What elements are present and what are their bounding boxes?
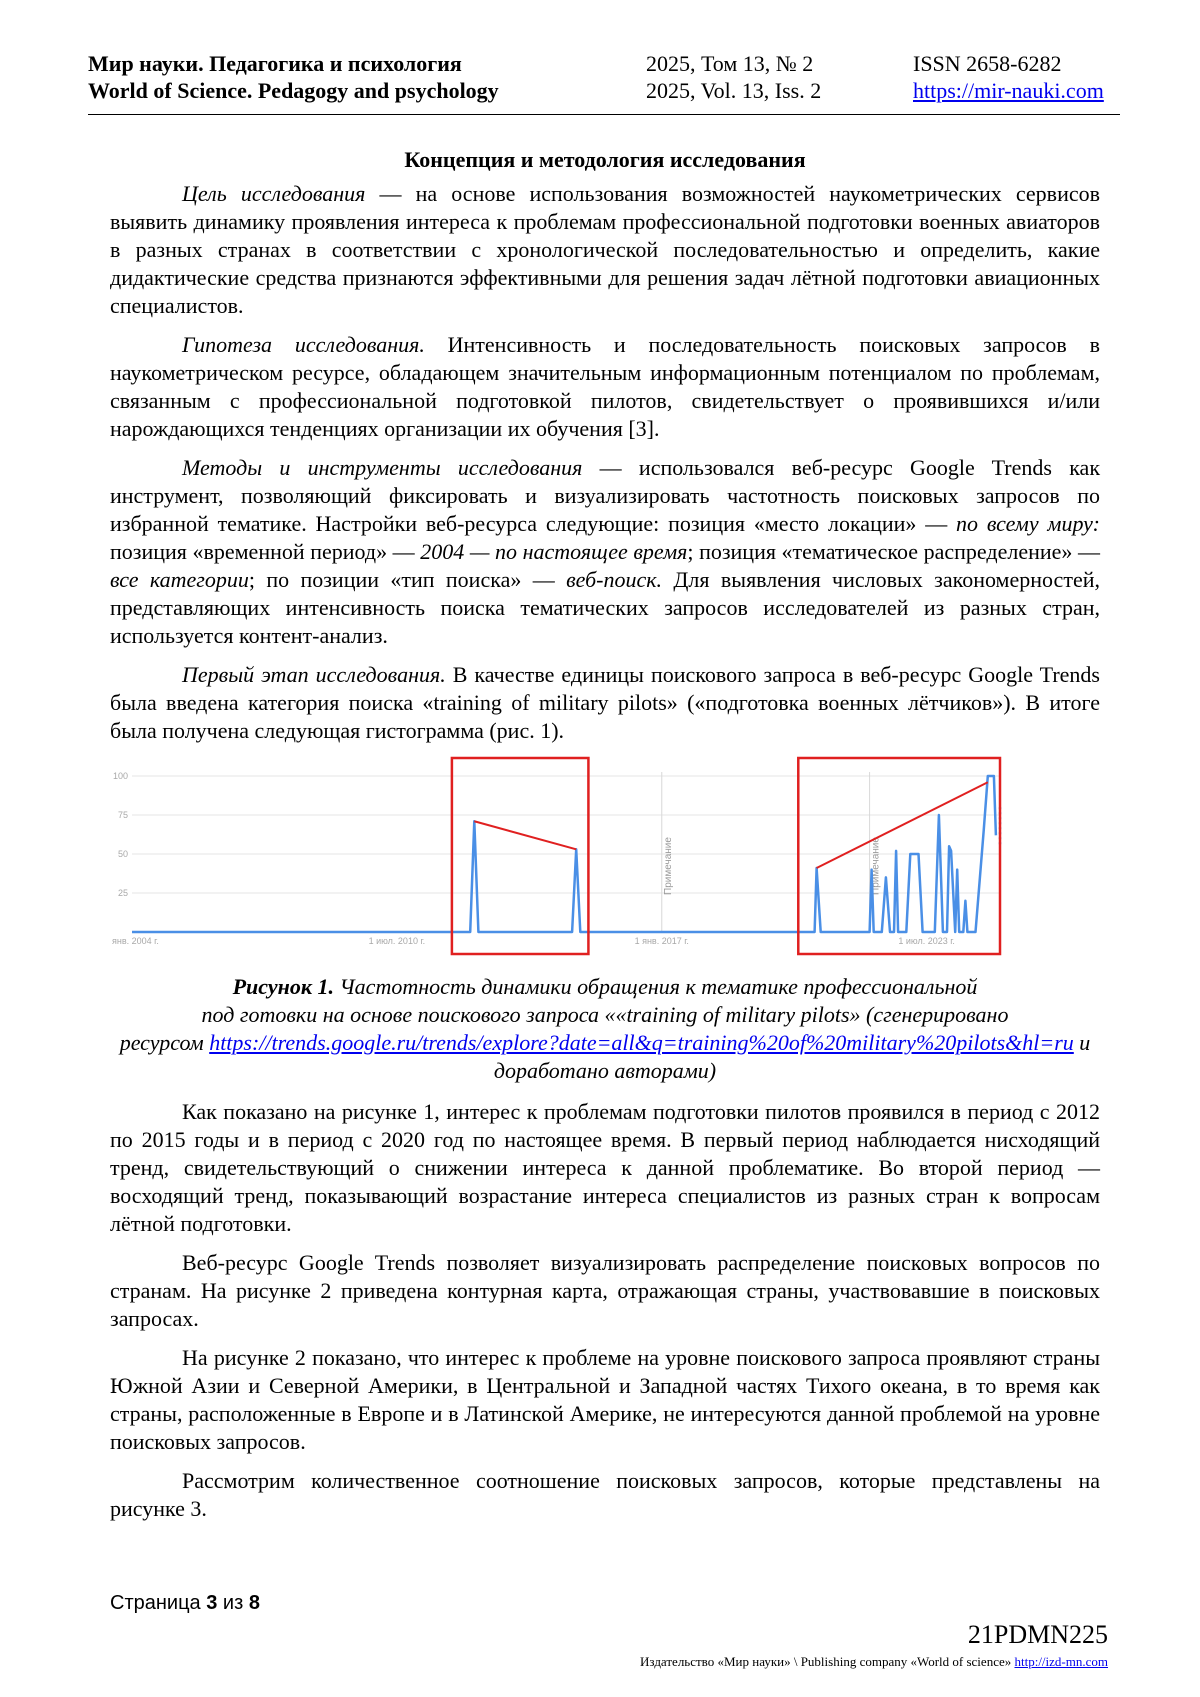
- y-tick-label: 25: [117, 888, 128, 898]
- section-title: Концепция и методология исследования: [404, 147, 806, 172]
- methods-text-e: Для выявления числовых закономерностей, представляющих интенсивность поиска тематических запросов исследователей из разных стран, используется контент-анализ.: [110, 567, 1100, 648]
- paragraph-result-3: На рисунке 2 показано, что интерес к проблеме на уровне поискового запроса проявляют страны Южной Азии и Северной Америки, в Центральной и Западной частях Тихого океана, в то время как страны, расположенные в Европе и в Латинской Америке, не интересуются данной проблемой на уровне поисковых запросов.: [110, 1345, 1100, 1454]
- journal-title-en: World of Science. Pedagogy and psychology: [88, 78, 499, 103]
- methods-text-b: позиция «временной период» —: [110, 539, 421, 564]
- paragraph-hypothesis: [110, 331, 1100, 443]
- paragraph-result-1: Как показано на рисунке 1, интерес к проблемам подготовки пилотов проявился в период с 2012 по 2015 годы и в период с 2020 год по настоящее время. В первый период наблюдается нисходящий тренд, свидетельствующий о снижении интереса к данной проблематике. Во второй период — восходящий тренд, показывающий возрастание интереса специалистов из разных стран к вопросам лётной подготовки.: [110, 1099, 1100, 1236]
- paragraph-result-4: Рассмотрим количественное соотношение поисковых запросов, которые представлены на рисунке 3.: [110, 1468, 1100, 1521]
- methods-text-a: — использовался веб-ресурс Google Trends как инструмент, позволяющий фиксировать и визуализировать частотность поисковых запросов по избранной тематике. Настройки веб-ресурса следующие: позиция «место локации» —: [110, 455, 1101, 536]
- y-tick-label: 100: [112, 771, 128, 781]
- issue-info: [646, 50, 821, 104]
- y-tick-label: 75: [117, 810, 128, 820]
- x-tick-label: 1 июл. 2023 г.: [898, 936, 955, 946]
- trend-line: [817, 782, 988, 868]
- x-tick-label: 1 июл. 2010 г.: [368, 936, 426, 946]
- page-total: 8: [248, 1592, 260, 1614]
- journal-link[interactable]: https://mir-nauki.com: [913, 78, 1104, 103]
- methods-text-c: ; позиция «тематическое распределение» —: [687, 539, 1100, 564]
- article-body: [110, 146, 1100, 1534]
- caption-label: Рисунок 1.: [232, 974, 335, 999]
- paragraph-methods: [110, 454, 1100, 650]
- goal-label: Цель исследования: [182, 181, 366, 206]
- page-current: 3: [206, 1592, 218, 1614]
- journal-title: [88, 50, 499, 104]
- article-code: 21PDMN225: [967, 1620, 1108, 1649]
- annotation-label: Примечание: [662, 837, 674, 895]
- trends-chart: [110, 756, 1100, 961]
- hypothesis-label: Гипотеза исследования.: [182, 332, 425, 357]
- journal-header: [88, 50, 1120, 115]
- stage1-label: Первый этап исследования.: [182, 662, 446, 687]
- stage1-text: В качестве единицы поискового запроса в веб-ресурс Google Trends была введена категория поиска «training of military pilots» («подготовка военных лётчиков»). В итоге была получена следующая гистограмма (рис. 1).: [110, 662, 1100, 743]
- publisher-link[interactable]: http://izd-mn.com: [1014, 1654, 1108, 1669]
- paragraph-stage1: [110, 661, 1100, 745]
- annotation-label: Примечание: [870, 837, 882, 895]
- publisher-text: Издательство «Мир науки» \ Publishing company «World of science»: [640, 1654, 1015, 1669]
- caption-text-2: под готовки на основе поискового запроса ««training of military pilots» (сгенерировано: [201, 1002, 1009, 1027]
- issue-ru: 2025, Том 13, № 2: [646, 51, 814, 76]
- journal-title-ru: Мир науки. Педагогика и психология: [88, 51, 462, 76]
- trend-line: [474, 821, 576, 849]
- methods-em-search: веб-поиск.: [566, 567, 663, 592]
- issn: ISSN 2658-6282: [913, 51, 1062, 76]
- goal-text: — на основе использования возможностей наукометрических сервисов выявить динамику проявления интереса к проблемам профессиональной подготовки военных авиаторов в разных странах в соответствии с хронологической последовательностью и определить, какие дидактические средства признаются эффективными для решения задач лётной подготовки авиационных специалистов.: [110, 181, 1100, 318]
- issue-en: 2025, Vol. 13, Iss. 2: [646, 78, 822, 103]
- page-number: [110, 1592, 260, 1615]
- page-word: Страница: [110, 1592, 201, 1614]
- methods-em-period: 2004 — по настоящее время: [420, 539, 688, 564]
- issn-block: [913, 50, 1104, 104]
- x-tick-label: 1 янв. 2017 г.: [634, 936, 689, 946]
- methods-em-categories: все категории: [110, 567, 249, 592]
- methods-em-location: по всему миру:: [956, 511, 1100, 536]
- figure-1: [110, 756, 1100, 961]
- hypothesis-text: Интенсивность и последовательность поисковых запросов в наукометрическом ресурсе, обладающем значительным информационным потенциалом по проблемам, связанным с профессиональной подготовкой пилотов, свидетельствует о проявившихся и/или нарождающихся тенденциях организации их обучения [3].: [110, 332, 1100, 441]
- caption-text-4: и доработано авторами): [493, 1030, 1091, 1083]
- caption-text-3: ресурсом: [119, 1030, 210, 1055]
- paragraph-result-2: Веб-ресурс Google Trends позволяет визуализировать распределение поисковых вопросов по странам. На рисунке 2 приведена контурная карта, отражающая страны, участвовавшие в поисковых запросах.: [110, 1250, 1100, 1331]
- caption-link[interactable]: https://trends.google.ru/trends/explore?date=all&q=training%20of%20military%20pilots&hl=ru: [209, 1030, 1074, 1055]
- publisher-line: [640, 1654, 1108, 1670]
- y-tick-label: 50: [117, 849, 128, 859]
- x-tick-label: янв. 2004 г.: [112, 936, 159, 946]
- methods-text-d: ; по позиции «тип поиска» —: [248, 567, 567, 592]
- methods-label: Методы и инструменты исследования: [182, 455, 583, 480]
- caption-text-1: Частотность динамики обращения к тематике профессиональной: [334, 974, 978, 999]
- figure-caption: [110, 973, 1100, 1085]
- paragraph-goal: [110, 180, 1100, 320]
- page-of: из: [222, 1592, 244, 1614]
